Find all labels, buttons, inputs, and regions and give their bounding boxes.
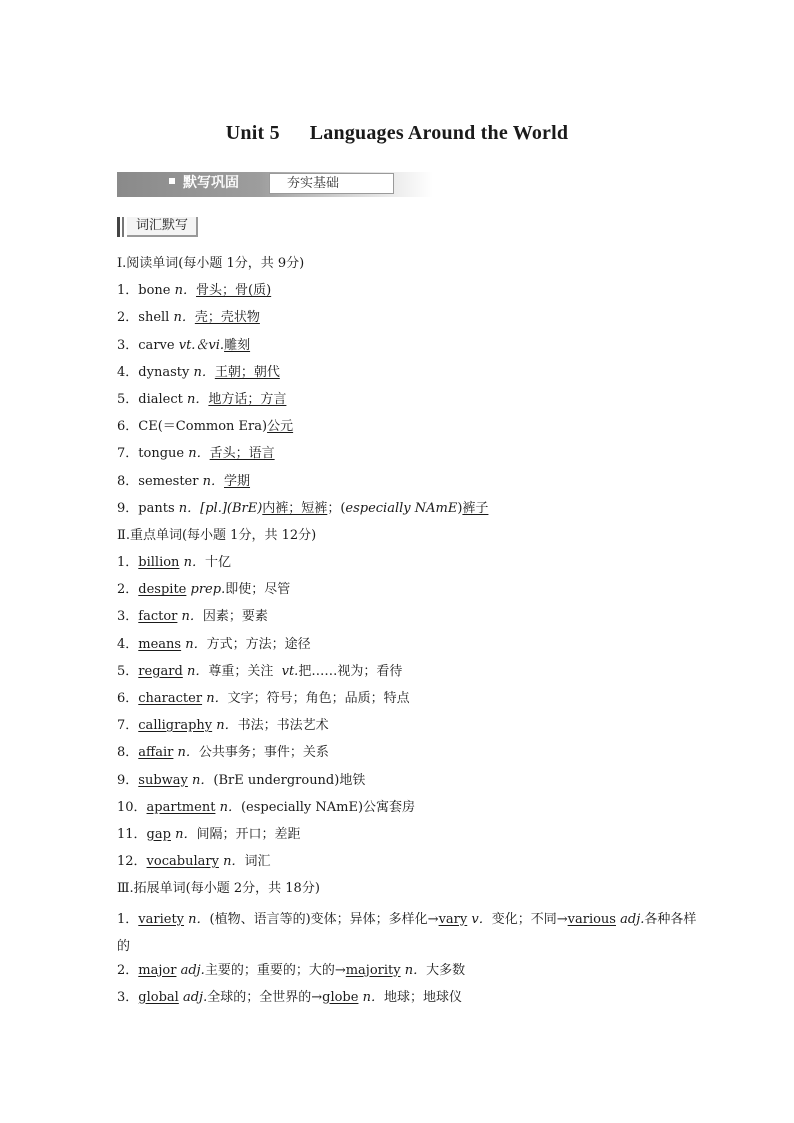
exercise-content xyxy=(117,253,697,1014)
banner-right: 夯实基础 xyxy=(269,173,394,194)
list-item: 12．vocabulary n．词汇 xyxy=(117,854,271,870)
list-item: 5．dialect n．地方话；方言 xyxy=(117,391,287,407)
list-item: 4．means n．方式；方法；途径 xyxy=(117,636,311,652)
part-heading: Ⅱ.重点单词(每小题 1分，共 12分) xyxy=(117,527,317,543)
list-item: 1．variety n．(植物、语言等的)变体；异体；多样化→vary v．变化；不同→various adj.各种各样的 xyxy=(117,911,697,954)
list-item: 6．character n．文字；符号；角色；品质；特点 xyxy=(117,691,410,706)
label-mark-2 xyxy=(122,217,124,237)
list-item: 8．semester n．学期 xyxy=(117,473,251,489)
list-item: 7．calligraphy n．书法；书法艺术 xyxy=(117,718,329,734)
section-banner xyxy=(117,172,433,197)
unit-name: Languages Around the World xyxy=(309,122,569,144)
label-mark xyxy=(117,217,120,237)
list-item: 1．bone n．骨头；骨(质) xyxy=(117,283,272,299)
list-item: 6．CE(＝Common Era)公元 xyxy=(117,419,294,435)
part-heading: Ⅲ.拓展单词(每小题 2分，共 18分) xyxy=(117,881,320,897)
list-item: 5．regard n．尊重；关注 vt.把……视为；看待 xyxy=(117,663,403,679)
list-item: 9．pants n．[pl.](BrE)内裤；短裤；(especially NAmE)裤子 xyxy=(117,500,489,516)
list-item: 11．gap n．间隔；开口；差距 xyxy=(117,826,301,842)
list-item: 3．carve vt.＆vi.雕刻 xyxy=(117,337,251,353)
square-bullet-icon xyxy=(169,178,175,184)
list-item: 10．apartment n．(especially NAmE)公寓套房 xyxy=(117,799,416,815)
list-item: 9．subway n．(BrE underground)地铁 xyxy=(117,772,366,788)
list-item: 8．affair n．公共事务；事件；关系 xyxy=(117,745,329,761)
banner-left-text: 默写巩固 xyxy=(183,175,239,191)
list-item: 3．global adj.全球的；全世界的→globe n．地球；地球仪 xyxy=(117,989,462,1005)
list-item: 7．tongue n．舌头；语言 xyxy=(117,446,275,462)
page-title xyxy=(0,122,794,145)
list-item: 1．billion n．十亿 xyxy=(117,555,231,571)
section-label-text: 词汇默写 xyxy=(127,217,198,237)
banner-left xyxy=(169,172,239,194)
list-item: 4．dynasty n．王朝；朝代 xyxy=(117,364,280,380)
list-item: 2．despite prep.即使；尽管 xyxy=(117,582,291,598)
unit-number: Unit 5 xyxy=(225,122,280,144)
list-item: 2．major adj.主要的；重要的；大的→majority n．大多数 xyxy=(117,962,466,978)
list-item: 3．factor n．因素；要素 xyxy=(117,609,268,625)
part-heading: Ⅰ.阅读单词(每小题 1分，共 9分) xyxy=(117,256,305,271)
list-item: 2．shell n．壳；壳状物 xyxy=(117,310,260,326)
